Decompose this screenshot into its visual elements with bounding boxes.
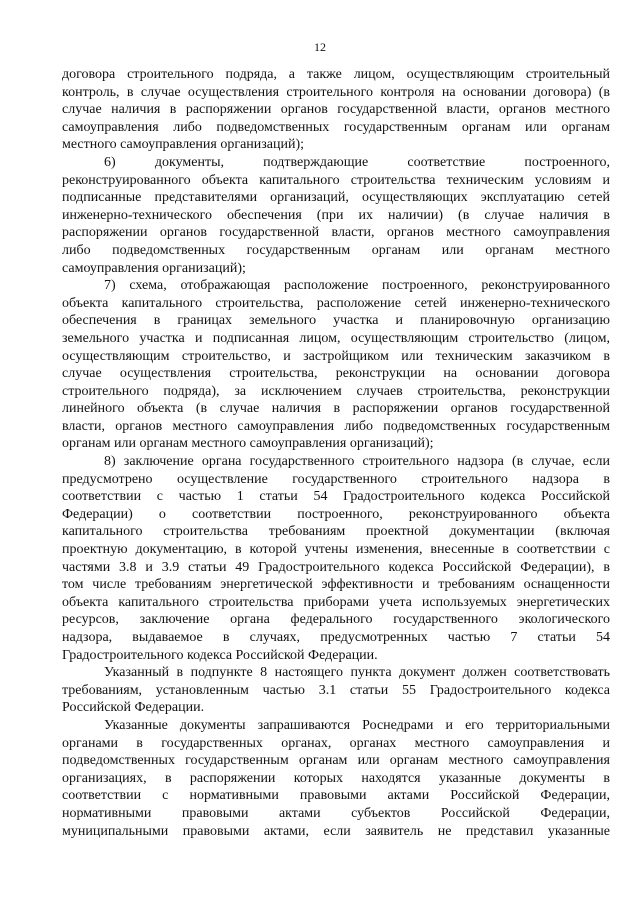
- text-line: самоуправления организаций);: [62, 260, 246, 276]
- text-line: капитального строительства требованиям проектной документации (включая: [62, 524, 610, 540]
- text-line: соответствии с частью 1 статьи 54 Градостроительного кодекса Российской: [62, 489, 610, 505]
- text-line: Указанные документы запрашиваются Роснедрами и его территориальными: [104, 717, 610, 733]
- page-number: 12: [314, 40, 326, 54]
- text-line: распоряжении органов государственной власти, органов местного самоуправления: [62, 225, 610, 241]
- text-line: обеспечения в границах земельного участка и планировочную организацию: [62, 313, 610, 329]
- text-line: проектную документацию, в которой учтены изменения, внесенные в соответствии с: [62, 542, 610, 558]
- text-line: требованиям, установленным частью 3.1 статьи 55 Градостроительного кодекса: [62, 682, 610, 698]
- text-line: Российской Федерации.: [62, 700, 205, 716]
- text-line: случае наличия в распоряжении органов государственной власти, органов местного: [62, 102, 610, 118]
- text-line: ресурсов, заключение органа федерального государственного экологического: [62, 612, 610, 628]
- text-line: органами в государственных органах, органах местного самоуправления и: [62, 735, 610, 751]
- text-line: Указанный в подпункте 8 настоящего пункта документ должен соответствовать: [104, 665, 610, 681]
- text-line: власти, органов местного самоуправления либо подведомственных государственным: [62, 418, 610, 434]
- document-body: [62, 66, 610, 840]
- text-line: договора строительного подряда, а также лицом, осуществляющим строительный: [62, 67, 610, 82]
- text-line: местного самоуправления организаций);: [62, 137, 305, 153]
- text-line: Федерации) о соответствии построенного, реконструированного объекта: [62, 506, 610, 522]
- text-line: земельного участка и подписанная лицом, осуществляющим строительство (лицом,: [62, 330, 610, 346]
- text-line: частями 3.8 и 3.9 статьи 49 Градостроительного кодекса Российской Федерации), в: [62, 559, 610, 575]
- text-line: случае осуществления строительства, реконструкции на основании договора: [62, 366, 610, 382]
- text-line: муниципальными правовыми актами, если заявитель не представил указанные: [62, 823, 610, 839]
- text-line: инженерно-технического обеспечения (при их наличии) (в случае наличия в: [62, 207, 610, 223]
- text-line: 6) документы, подтверждающие соответствие построенного,: [104, 154, 610, 170]
- text-line: подписанные представителями организаций, осуществляющих эксплуатацию сетей: [62, 190, 610, 206]
- text-line: объекта капитального строительства, расположение сетей инженерно-технического: [62, 295, 610, 311]
- text-line: либо подведомственных государственным органам или органам местного: [62, 242, 610, 258]
- text-line: объекта капитального строительства приборами учета используемых энергетических: [62, 594, 610, 610]
- text-line: том числе требованиям энергетической эффективности и требованиям оснащенности: [62, 577, 610, 593]
- text-line: предусмотрено осуществление государственного строительного надзора в: [62, 471, 610, 487]
- text-line: организациях, в распоряжении которых находятся указанные документы в: [62, 770, 610, 786]
- text-line: органам или органам местного самоуправления организаций);: [62, 436, 434, 452]
- text-line: надзора, выдаваемое в случаях, предусмотренных частью 7 статьи 54: [62, 630, 610, 645]
- text-line: самоуправления либо подведомственных государственным органам или органам: [62, 119, 610, 135]
- text-line: подведомственных государственным органам или органам местного самоуправления: [62, 753, 610, 769]
- text-line: Градостроительного кодекса Российской Федерации.: [62, 647, 378, 663]
- text-line: осуществляющим строительство, и застройщиком или техническим заказчиком в: [62, 348, 610, 364]
- text-line: нормативными правовыми актами субъектов Российской Федерации,: [62, 805, 610, 821]
- text-line: строительного подряда), за исключением случаев строительства, реконструкции: [62, 383, 610, 399]
- text-line: линейного объекта (в случае наличия в распоряжении органов государственной: [62, 401, 610, 417]
- text-line: реконструированного объекта капитального строительства техническим условиям и: [62, 172, 610, 188]
- text-line: 8) заключение органа государственного строительного надзора (в случае, если: [104, 454, 610, 470]
- text-line: контроль, в случае осуществления строительного контроля на основании договора) (в: [62, 84, 610, 100]
- text-line: соответствии с нормативными правовыми актами Российской Федерации,: [62, 788, 610, 804]
- text-line: 7) схема, отображающая расположение построенного, реконструированного: [104, 278, 610, 294]
